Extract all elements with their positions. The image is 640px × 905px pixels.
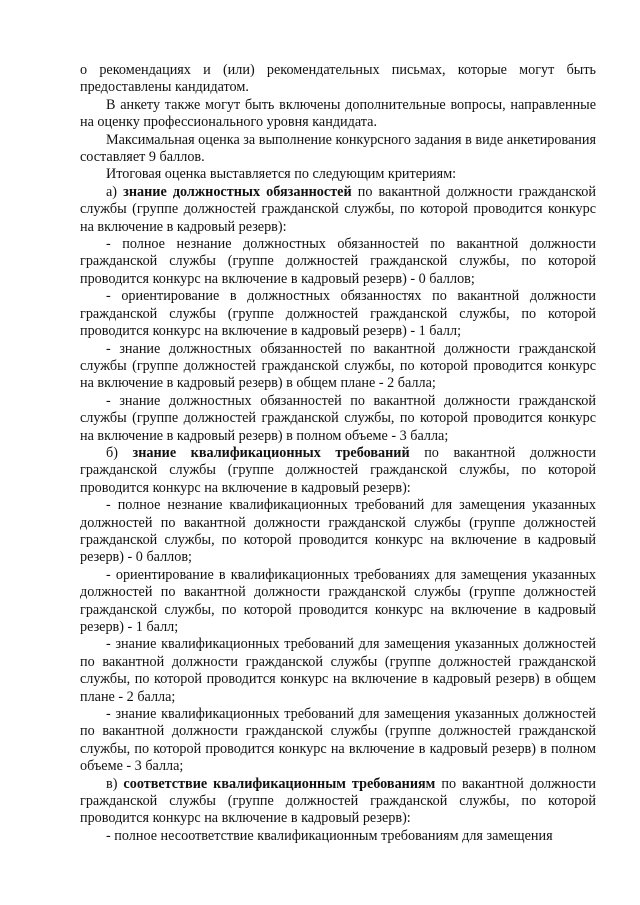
paragraph-text: - ориентирование в квалификационных требованиях для замещения указанных должностей по вакантной должности гражданской службы (группе должностей гражданской службы, по которой проводится конкурс на включение в кадровый резерв) - 1 балл; — [80, 566, 596, 635]
paragraph-text: б) — [106, 444, 133, 461]
paragraph — [80, 445, 596, 497]
paragraph — [80, 184, 596, 236]
paragraph-text: а) — [106, 183, 124, 200]
paragraph — [80, 393, 596, 445]
paragraph — [80, 97, 596, 132]
paragraph-text: - знание квалификационных требований для замещения указанных должностей по вакантной должности гражданской службы (группе должностей гражданской службы, по которой проводится конкурс на включение в кадровый резерв) в полном объеме - 3 балла; — [80, 706, 596, 775]
paragraph-text: в) — [106, 775, 124, 792]
paragraph-text: по вакантной должности гражданской службы (группе должностей гражданской службы, по которой проводится конкурс на включение в кадровый резерв): — [80, 775, 596, 827]
document-body — [80, 62, 596, 845]
paragraph-text: по вакантной должности гражданской службы (группе должностей гражданской службы, по которой проводится конкурс на включение в кадровый резерв): — [80, 183, 596, 235]
paragraph — [80, 288, 596, 340]
paragraph-text: В анкету также могут быть включены дополнительные вопросы, направленные на оценку профессионального уровня кандидата. — [80, 96, 596, 131]
paragraph-text: - знание квалификационных требований для замещения указанных должностей по вакантной должности гражданской службы (группе должностей гражданской службы, по которой проводится конкурс на включение в кадровый резерв) в общем плане - 2 балла; — [80, 636, 596, 705]
paragraph-text: - полное незнание квалификационных требований для замещения указанных должностей по вакантной должности гражданской службы (группе должностей гражданской службы, по которой проводится конкурс на включение в кадровый резерв) - 0 баллов; — [80, 497, 596, 566]
paragraph — [80, 776, 596, 828]
paragraph — [80, 341, 596, 393]
paragraph-text: Итоговая оценка выставляется по следующим критериям: — [106, 166, 457, 183]
paragraph — [80, 828, 596, 845]
bold-criterion-text: знание квалификационных требований — [132, 444, 410, 461]
paragraph — [80, 166, 596, 183]
paragraph-text: - знание должностных обязанностей по вакантной должности гражданской службы (группе должностей гражданской службы, по которой проводится конкурс на включение в кадровый резерв) в общем плане - 2 балла; — [80, 340, 596, 392]
paragraph-text: - полное несоответствие квалификационным требованиям для замещения — [106, 827, 553, 844]
paragraph — [80, 236, 596, 288]
paragraph-text: о рекомендациях и (или) рекомендательных письмах, которые могут быть предоставлены кандидатом. — [80, 62, 596, 96]
paragraph — [80, 497, 596, 567]
paragraph — [80, 62, 596, 97]
paragraph-text: - знание должностных обязанностей по вакантной должности гражданской службы (группе должностей гражданской службы, по которой проводится конкурс на включение в кадровый резерв) в полном объеме - 3 балла; — [80, 392, 596, 444]
paragraph — [80, 706, 596, 776]
paragraph — [80, 636, 596, 706]
paragraph-text: Максимальная оценка за выполнение конкурсного задания в виде анкетирования составляет 9 баллов. — [80, 131, 596, 166]
bold-criterion-text: соответствие квалификационным требованиям — [123, 775, 436, 792]
paragraph-text: - полное незнание должностных обязанностей по вакантной должности гражданской службы (группе должностей гражданской службы, по которой проводится конкурс на включение в кадровый резерв) - 0 баллов; — [80, 236, 596, 287]
paragraph-text: - ориентирование в должностных обязанностях по вакантной должности гражданской службы (группе должностей гражданской службы, по которой проводится конкурс на включение в кадровый резерв) - 1 балл; — [80, 288, 596, 340]
document-page — [80, 62, 596, 845]
bold-criterion-text: знание должностных обязанностей — [123, 183, 352, 200]
paragraph-text: по вакантной должности гражданской службы (группе должностей гражданской службы, по которой проводится конкурс на включение в кадровый резерв): — [80, 444, 596, 496]
paragraph — [80, 132, 596, 167]
paragraph — [80, 567, 596, 637]
